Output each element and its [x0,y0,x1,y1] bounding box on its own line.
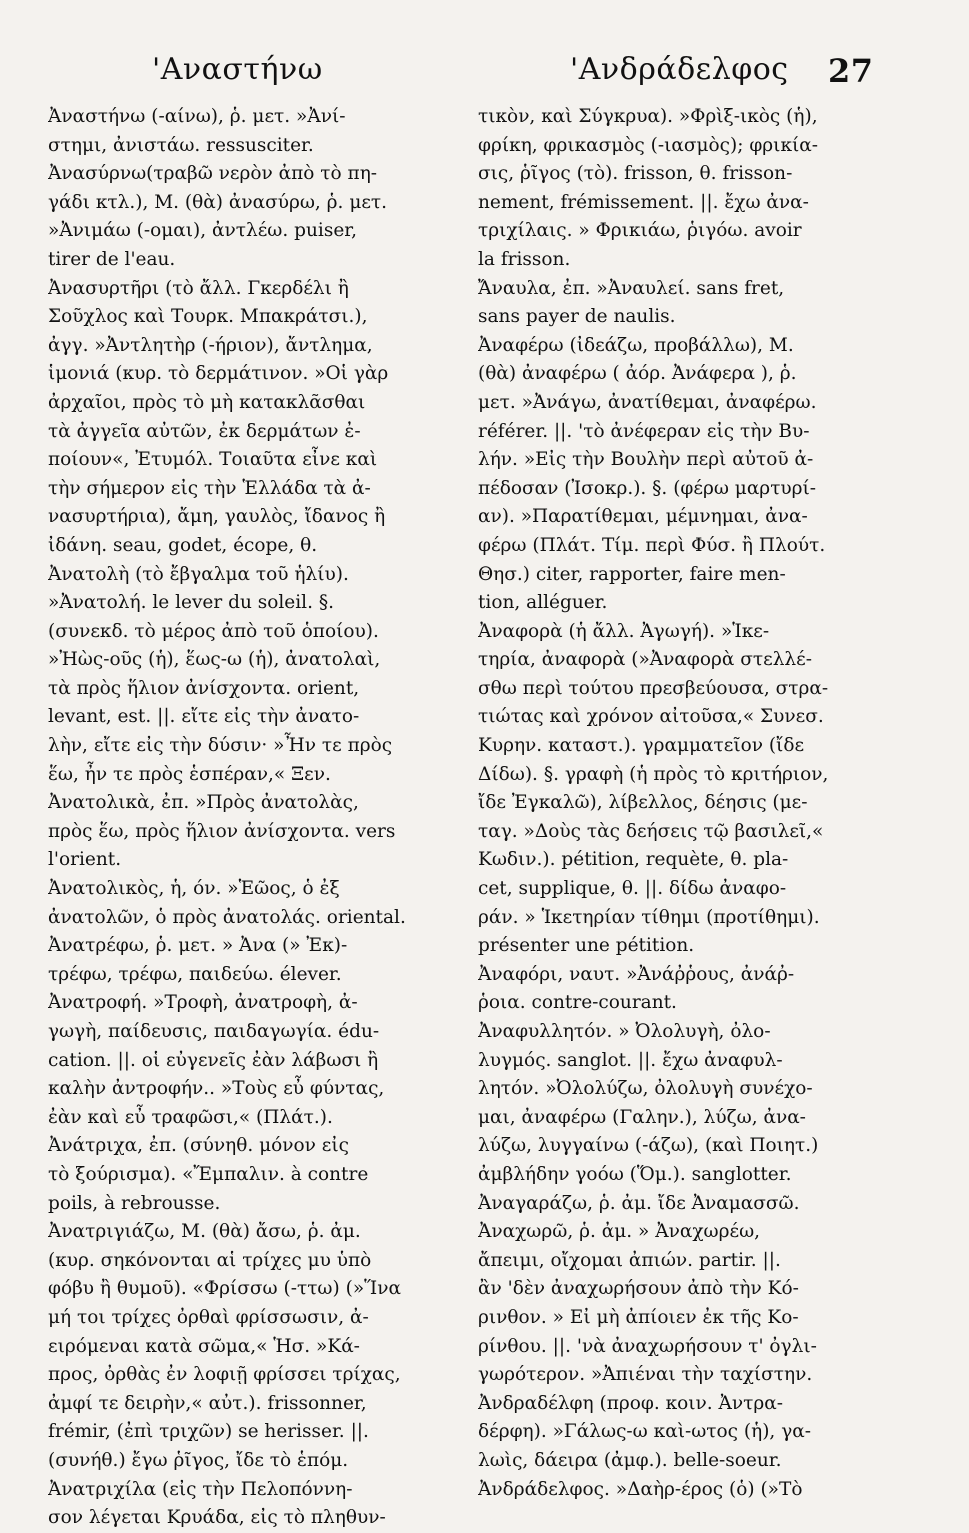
dictionary-line: πρὸς ἕω, πρὸς ἥλιον ἀνίσχοντα. vers [48,820,396,842]
dictionary-line: tirer de l'eau. [48,248,176,270]
dictionary-line: προς, ὀρθὰς ἐν λοφιῇ φρίσσει τρίχας, [48,1364,401,1386]
dictionary-line: ἱμονιά (κυρ. τὸ δερμάτινον. »Οἱ γὰρ [48,363,389,385]
dictionary-line: τιώτας καὶ χρόνον αἰτοῦσα,« Συνεσ. [478,706,824,728]
right-column [478,103,878,1504]
dictionary-line: Κωδιν.). pétition, requète, θ. pla- [478,849,789,871]
dictionary-line: τὸ ξούρισμα). «Ἔμπαλιν. à contre [48,1163,369,1185]
dictionary-line: nement, frémissement. ||. ἔχω ἀνα- [478,191,809,213]
dictionary-line: λύζω, λυγγαίνω (-άζω), (καὶ Ποιητ.) [478,1135,819,1157]
dictionary-line: νασυρτήρια), ἄμη, γαυλὸς, ἴδανος ἢ [48,506,386,528]
dictionary-line: καλὴν ἀντροφήν.. »Τοὺς εὖ φύντας, [48,1078,385,1100]
dictionary-line: Ἀνατριγιάζω, Μ. (θὰ) ἄσω, ῥ. ἀμ. [48,1221,361,1243]
dictionary-line: Ἀναφυλλητόν. » Ὀλολυγὴ, ὀλο- [478,1021,771,1042]
dictionary-line: Ἀναστήνω (-αίνω), ῥ. μετ. »Ἀνί- [48,106,346,127]
dictionary-line: τὴν σήμερον εἰς τὴν Ἑλλάδα τὰ ἀ- [48,477,371,499]
dictionary-line: Ἀνασυρτῆρι (τὸ ἄλλ. Γκερδέλι ἢ [48,277,349,299]
dictionary-line: ἕω, ἦν τε πρὸς ἑσπέραν,« Ξεν. [48,763,331,785]
dictionary-line: ταγ. »Δοὺς τὰς δεήσεις τῷ βασιλεῖ,« [478,820,824,842]
dictionary-line: ἂν 'δὲν ἀναχωρήσουν ἀπὸ τὴν Κό- [478,1278,799,1300]
dictionary-line: (συνήθ.) ἔγω ῥῖγος, ἴδε τὸ ἑπόμ. [48,1449,349,1471]
dictionary-line: »Ἀνιμάω (-ομαι), ἀντλέω. puiser, [48,220,357,242]
dictionary-line: τὰ πρὸς ἥλιον ἀνίσχοντα. orient, [48,677,360,699]
dictionary-line: μή τοι τρίχες ὀρθαὶ φρίσσωσιν, ἀ- [48,1306,369,1328]
dictionary-line: Ἀνατριχίλα (εἰς τὴν Πελοπόννη- [48,1478,353,1500]
dictionary-line: ἐὰν καὶ εὖ τραφῶσι,« (Πλάτ.). [48,1106,333,1128]
dictionary-line: ἀρχαῖοι, πρὸς τὸ μὴ κατακλᾶσθαι [48,391,366,413]
dictionary-line: Ἀναφόρι, ναυτ. »Ἀνάῤῥους, ἀνάῤ- [478,963,795,985]
dictionary-line: τηρία, ἀναφορὰ (»Ἀναφορὰ στελλέ- [478,649,812,671]
page-number: 27 [828,52,874,90]
dictionary-line: τικὸν, καὶ Σύγκρυα). »Φρὶξ-ικὸς (ἡ), [478,106,818,127]
dictionary-line: λὴν, εἴτε εἰς τὴν δύσιν· »Ἦν τε πρὸς [48,735,393,757]
dictionary-line: Ἀναφορὰ (ἡ ἄλλ. Ἀγωγή). »Ἱκε- [478,620,770,642]
dictionary-line: poils, à rebrousse. [48,1192,221,1214]
dictionary-line: πέδοσαν (Ἰσοκρ.). §. (φέρω μαρτυρί- [478,477,817,499]
dictionary-line: Ἀνδράδελφος. »Δαὴρ-έρος (ὁ) (»Τὸ [478,1478,803,1500]
left-column [48,103,453,1533]
dictionary-line: φόβυ ἢ θυμοῦ). «Φρίσσω (-ττω) (»Ἵνα [48,1278,401,1300]
dictionary-line: λήν. »Εἰς τὴν Βουλὴν περὶ αὐτοῦ ἀ- [478,449,814,471]
dictionary-line: frémir, (ἐπὶ τριχῶν) se herisser. ||. [48,1421,369,1443]
dictionary-line: αν). »Παρατίθεμαι, μέμνημαι, ἀνα- [478,506,808,528]
dictionary-line: Ἀνατολικὸς, ἡ, όν. »Ἑῶος, ὁ ἐξ [48,878,340,900]
dictionary-line: λυγμός. sanglot. ||. ἔχω ἀναφυλ- [478,1049,783,1071]
dictionary-line: σον λέγεται Κρυάδα, εἰς τὸ πληθυν- [48,1507,386,1529]
dictionary-line: sans payer de naulis. [478,306,676,328]
dictionary-line: référer. ||. 'τὸ ἀνέφεραν εἰς τὴν Βυ- [478,420,810,442]
dictionary-line: Κυρην. καταστ.). γραμματεῖον (ἴδε [478,735,805,757]
dictionary-line: σθω περὶ τούτου πρεσβεύουσα, στρα- [478,677,829,699]
dictionary-line: la frisson. [478,248,571,270]
dictionary-line: Ἀνασύρνω(τραβῶ νερὸν ἀπὸ τὸ πη- [48,163,378,185]
dictionary-line: ποίουν«, Ἐτυμόλ. Τοιαῦτα εἶνε καὶ [48,449,378,471]
dictionary-line: Ἀνατροφή. »Τροφὴ, ἀνατροφὴ, ἀ- [48,992,358,1014]
dictionary-line: φέρω (Πλάτ. Τίμ. περὶ Φύσ. ἢ Πλούτ. [478,534,826,556]
dictionary-line: ἀμφί τε δειρὴν,« αὐτ.). frissonner, [48,1392,367,1414]
dictionary-line: l'orient. [48,849,122,871]
dictionary-line: ἀμβλήδην γοόω (Ὅμ.). sanglotter. [478,1163,792,1185]
dictionary-line: tion, alléguer. [478,592,608,614]
dictionary-line: Ἀναχωρῶ, ῥ. ἀμ. » Ἀναχωρέω, [478,1221,761,1243]
dictionary-line: Ἄναυλα, ἐπ. »Ἀναυλεί. sans fret, [478,277,785,299]
dictionary-line: (θὰ) ἀναφέρω ( ἀόρ. Ἀνάφερα ), ῥ. [478,363,797,385]
dictionary-line: »Ἠὼς-οῦς (ἡ), ἕως-ω (ἡ), ἀνατολαὶ, [48,649,381,671]
dictionary-line: μαι, ἀναφέρω (Γαλην.), λύζω, ἀνα- [478,1106,806,1128]
dictionary-line: λητόν. »Ὀλολύζω, ὀλολυγὴ συνέχο- [478,1078,813,1100]
dictionary-line: φρίκη, φρικασμὸς (-ιασμὸς); φρικία- [478,134,819,156]
dictionary-line: ἴδε Ἐγκαλῶ), λίβελλος, δέησις (με- [478,792,808,814]
running-header-left: 'Αναστήνω [152,52,323,87]
dictionary-line: Ἀναφέρω (ἰδεάζω, προβάλλω), Μ. [478,334,794,356]
dictionary-line: σις, ῥῖγος (τὸ). frisson, θ. frisson- [478,163,793,185]
dictionary-line: Ἀνατρέφω, ῥ. μετ. » Ἀνα (» Ἐκ)- [48,935,348,957]
dictionary-line: Ἀνατολικὰ, ἐπ. »Πρὸς ἀνατολὰς, [48,792,359,814]
dictionary-line: cation. ||. οἱ εὐγενεῖς ἐὰν λάβωσι ἢ [48,1049,379,1071]
dictionary-line: ράν. » Ἱκετηρίαν τίθημι (προτίθημι). [478,906,820,928]
dictionary-line: (κυρ. σηκόνονται αἱ τρίχες μυ ὑπὸ [48,1249,372,1271]
dictionary-line: τὰ ἀγγεῖα αὐτῶν, ἐκ δερμάτων ἐ- [48,420,361,442]
dictionary-line: δέρφη). »Γάλως-ω καὶ-ωτος (ἡ), γα- [478,1421,811,1443]
dictionary-line: ἀνατολῶν, ὁ πρὸς ἀνατολάς. oriental. [48,906,406,928]
dictionary-line: levant, est. ||. εἴτε εἰς τὴν ἀνατο- [48,706,360,728]
dictionary-line: μετ. »Ἀνάγω, ἀνατίθεμαι, ἀναφέρω. [478,391,817,413]
dictionary-line: τριχίλαις. » Φρικιάω, ῥιγόω. avoir [478,220,802,242]
dictionary-line: γάδι κτλ.), Μ. (θὰ) ἀνασύρω, ῥ. μετ. [48,191,388,213]
dictionary-line: présenter une pétition. [478,935,695,957]
dictionary-line: ρίνθου. ||. 'νὰ ἀναχωρήσουν τ' ὀγλι- [478,1335,817,1357]
dictionary-line: Ἀνδραδέλφη (προφ. κοιν. Ἀντρα- [478,1392,784,1414]
dictionary-line: γωρότερον. »Ἀπιέναι τὴν ταχίστην. [478,1364,813,1386]
dictionary-line: Ἀνάτριχα, ἐπ. (σύνηθ. μόνον εἰς [48,1135,349,1157]
dictionary-line: τρέφω, τρέφω, παιδεύω. élever. [48,963,342,985]
dictionary-line: Ἀνατολὴ (τὸ ἔβγαλμα τοῦ ἡλίυ). [48,563,349,585]
dictionary-line: ῥοια. contre-courant. [478,992,677,1014]
dictionary-line: στημι, ἀνιστάω. ressusciter. [48,134,314,156]
dictionary-line: λωὶς, δάειρα (ἀμφ.). belle-soeur. [478,1449,782,1471]
dictionary-line: ἀγγ. »Ἀντλητὴρ (-ήριον), ἄντλημα, [48,334,373,356]
dictionary-line: Ἀναγαράζω, ῥ. ἀμ. ἴδε Ἀναμασσῶ. [478,1192,800,1214]
dictionary-line: »Ἀνατολή. le lever du soleil. §. [48,592,334,614]
dictionary-line: ἰδάνη. seau, godet, écope, θ. [48,534,318,556]
dictionary-line: Θησ.) citer, rapporter, faire men- [478,563,786,585]
dictionary-line: ρινθον. » Εἰ μὴ ἀπίοιεν ἐκ τῆς Κο- [478,1306,799,1328]
dictionary-line: ἄπειμι, οἴχομαι ἀπιών. partir. ||. [478,1249,781,1271]
dictionary-line: Σοῦχλος καὶ Τουρκ. Μπακράτσι.), [48,306,368,328]
dictionary-line: ειρόμεναι κατὰ σῶμα,« Ἡσ. »Κά- [48,1335,360,1357]
running-header-right: 'Ανδράδελφος [570,52,789,87]
dictionary-line: Δίδω). §. γραφὴ (ἡ πρὸς τὸ κριτήριον, [478,763,829,785]
dictionary-line: γωγὴ, παίδευσις, παιδαγωγία. édu- [48,1021,380,1042]
dictionary-line: cet, supplique, θ. ||. δίδω ἀναφο- [478,878,787,900]
dictionary-line: (συνεκδ. τὸ μέρος ἀπὸ τοῦ ὁποίου). [48,620,379,642]
